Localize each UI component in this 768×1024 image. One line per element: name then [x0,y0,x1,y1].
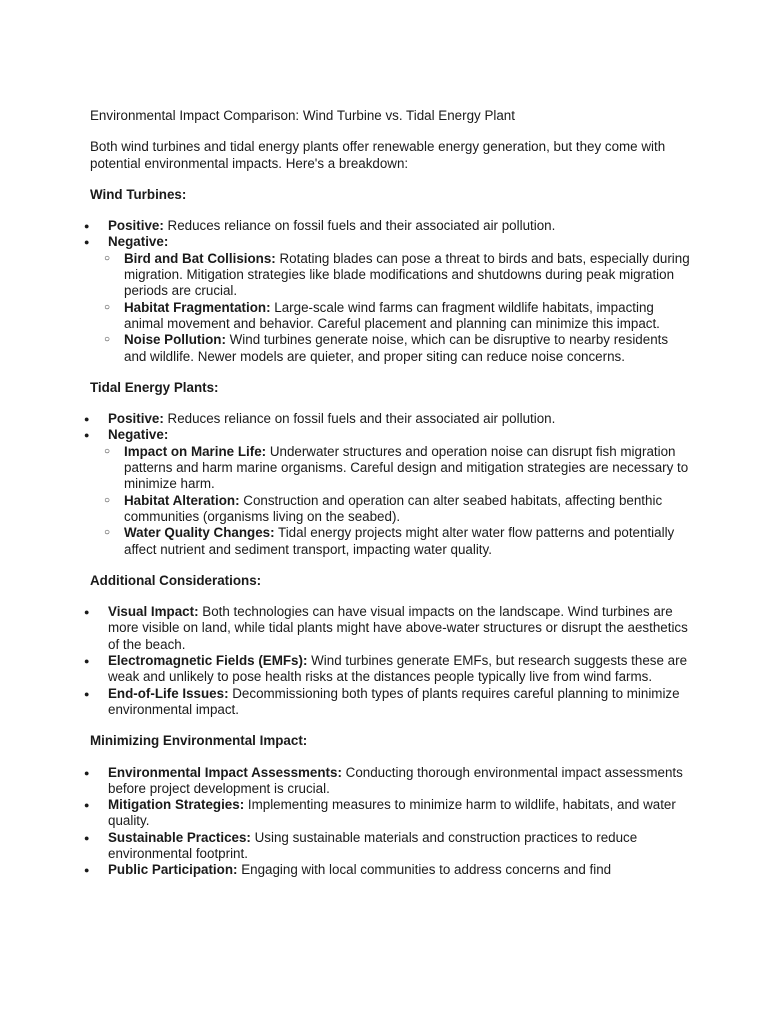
sub-item-text: Construction and operation can alter seabed habitats, affecting benthic communities (organisms living on the seabed). [124,492,663,524]
wind-turbines-list [90,218,690,365]
sub-item-label: Bird and Bat Collisions: [124,250,276,266]
item-label: Sustainable Practices: [108,829,251,845]
list-item [90,604,690,653]
sub-item-label: Noise Pollution: [124,332,226,348]
sub-list-item [108,300,690,333]
section-heading-additional-considerations: Additional Considerations: [90,572,262,588]
sub-list-item [108,332,690,365]
item-label: Visual Impact: [108,604,199,620]
sub-list-item [108,525,690,558]
sub-item-label: Habitat Fragmentation: [124,299,271,315]
additional-considerations-list [90,604,690,718]
item-label: Environmental Impact Assessments: [108,764,342,780]
item-text: Wind turbines generate EMFs, but research suggests these are weak and unlikely to pose health risks at the distances people typically live from wind farms. [108,653,688,685]
sub-item-label: Impact on Marine Life: [124,443,267,459]
list-item [90,797,690,830]
item-text: Reduces reliance on fossil fuels and their associated air pollution. [163,411,556,427]
item-label: Negative: [108,427,169,443]
item-label: Positive: [108,218,164,234]
item-label: Mitigation Strategies: [108,797,245,813]
sub-list [108,444,690,558]
list-item [90,411,690,427]
sub-item-text: Underwater structures and operation noise can disrupt fish migration patterns and harm marine organisms. Careful design and mitigation strategies are necessary to minimize harm. [124,443,689,492]
list-item [90,653,690,686]
item-text: Engaging with local communities to address concerns and find [237,862,612,878]
document-title: Environmental Impact Comparison: Wind Turbine vs. Tidal Energy Plant [90,108,515,123]
list-item [90,862,690,878]
sub-item-label: Habitat Alteration: [124,492,240,508]
list-item [90,686,690,719]
section-heading-wind-turbines: Wind Turbines: [90,186,187,202]
sub-list-item [108,493,690,526]
sub-item-label: Water Quality Changes: [124,525,275,541]
sub-item-text: Wind turbines generate noise, which can be disruptive to nearby residents and wildlife. Newer models are quieter, and proper siting can reduce noise concerns. [124,332,669,364]
list-item [90,234,690,364]
sub-list-item [108,251,690,300]
item-text: Reduces reliance on fossil fuels and their associated air pollution. [163,218,556,234]
item-label: Electromagnetic Fields (EMFs): [108,653,308,669]
item-text: Using sustainable materials and construction practices to reduce environmental footprint. [108,829,638,861]
list-item [90,218,690,234]
item-text: Decommissioning both types of plants requires careful planning to minimize environmental impact. [108,685,680,717]
section-heading-tidal-energy-plants: Tidal Energy Plants: [90,379,219,395]
document-page [90,108,690,894]
item-label: Public Participation: [108,862,238,878]
list-item [90,830,690,863]
sub-item-text: Rotating blades can pose a threat to birds and bats, especially during migration. Mitigation strategies like blade modifications and shutdowns during peak migration periods are crucial. [124,250,690,299]
section-heading-minimizing-impact: Minimizing Environmental Impact: [90,733,308,749]
sub-list-item [108,444,690,493]
item-text: Implementing measures to minimize harm to wildlife, habitats, and water quality. [108,797,676,829]
item-label: Positive: [108,411,164,427]
intro-paragraph: Both wind turbines and tidal energy plants offer renewable energy generation, but they come with potential environmental impacts. Here's a breakdown: [90,139,666,171]
sub-list [108,251,690,365]
item-text: Both technologies can have visual impacts on the landscape. Wind turbines are more visible on land, while tidal plants might have above-water structures or disrupt the aesthetics of the beach. [108,604,688,652]
minimizing-impact-list [90,765,690,879]
list-item [90,765,690,798]
item-label: Negative: [108,234,169,250]
item-text: Conducting thorough environmental impact assessments before project development is crucial. [108,764,683,796]
sub-item-text: Large-scale wind farms can fragment wildlife habitats, impacting animal movement and behavior. Careful placement and planning can minimize this impact. [124,299,660,331]
sub-item-text: Tidal energy projects might alter water flow patterns and potentially affect nutrient and sediment transport, impacting water quality. [124,525,675,557]
item-label: End-of-Life Issues: [108,685,229,701]
tidal-energy-list [90,411,690,558]
list-item [90,427,690,557]
